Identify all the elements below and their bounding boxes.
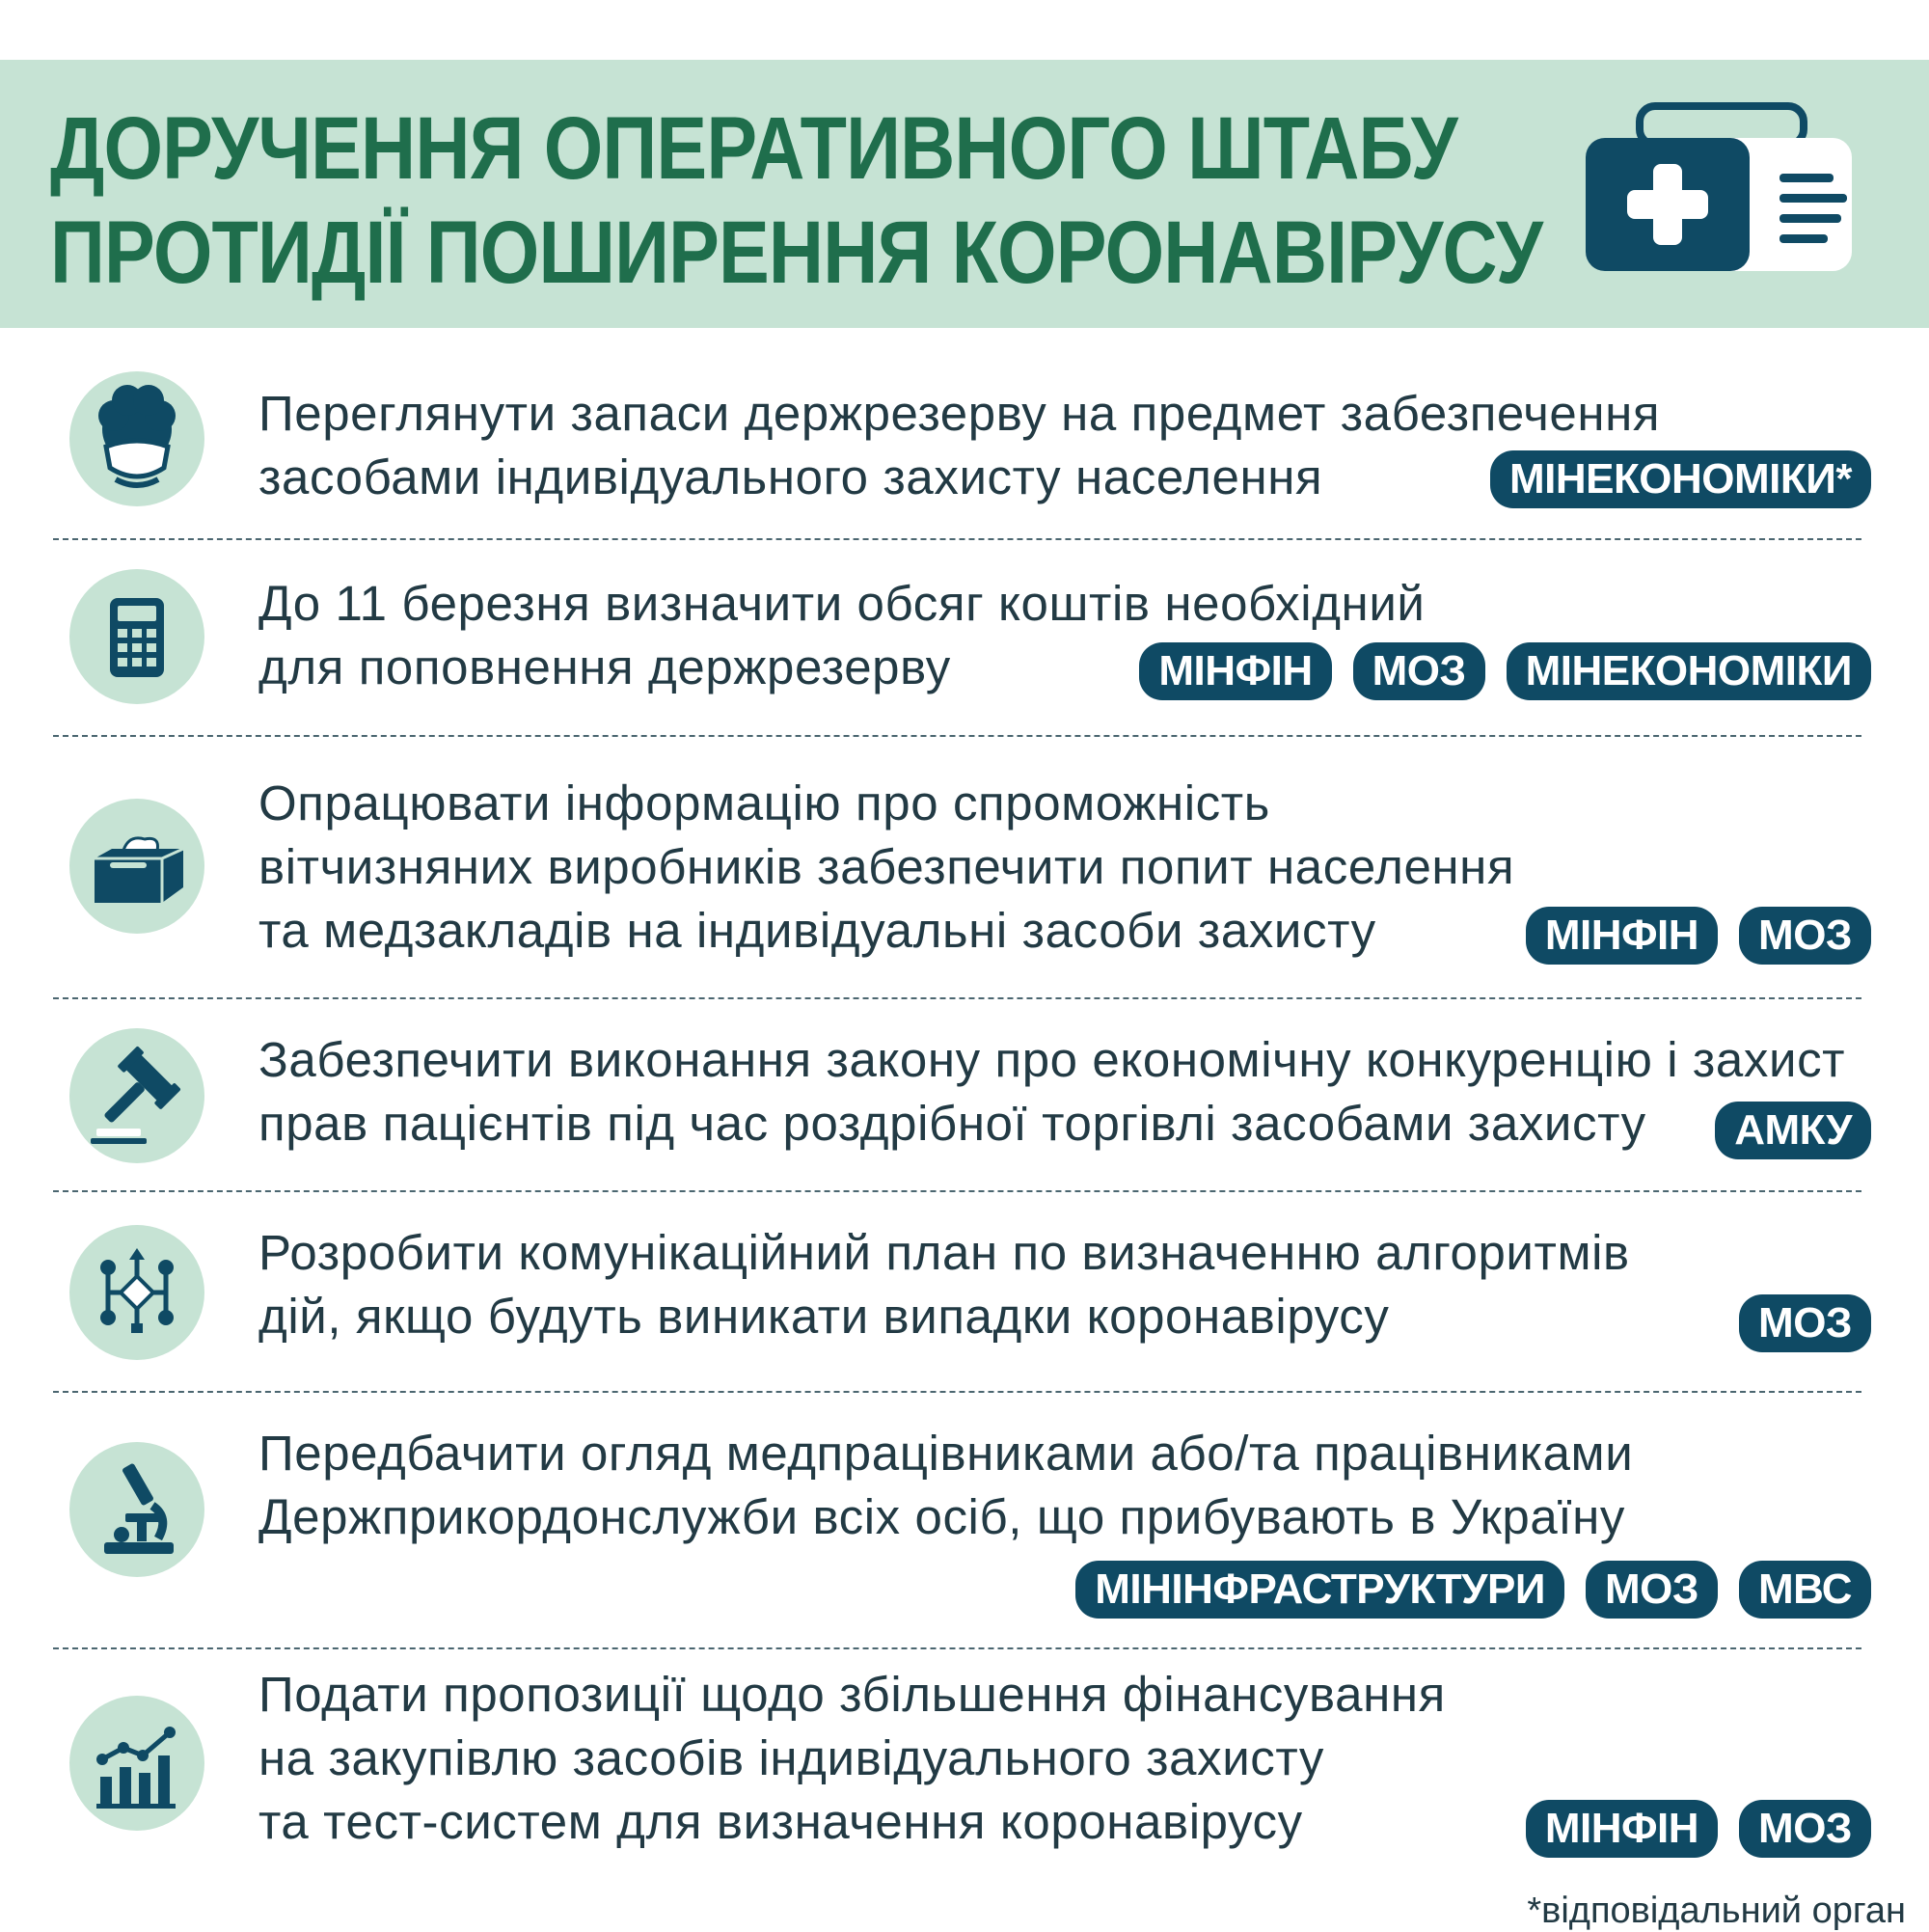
agency-badge: МОЗ <box>1353 642 1485 700</box>
microscope-icon <box>69 1442 204 1577</box>
agency-badge: МІНЕКОНОМІКИ <box>1507 642 1871 700</box>
task-text: Переглянути запаси держрезерву на предмет забезпечення засобами індивідуального захисту населення <box>258 386 1661 504</box>
task-text: Забезпечити виконання закону про економічну конкуренцію і захист прав пацієнтів під час роздрібної торгівлі засобами захисту <box>258 1032 1846 1151</box>
divider <box>53 735 1861 737</box>
agency-badge: МОЗ <box>1586 1561 1718 1619</box>
face-mask-icon <box>69 371 204 506</box>
divider <box>53 1647 1861 1649</box>
agency-badges <box>1490 450 1871 508</box>
algorithm-icon <box>69 1225 204 1360</box>
agency-badge: АМКУ <box>1715 1102 1871 1159</box>
agency-badge: МІНЕКОНОМІКИ* <box>1490 450 1871 508</box>
task-text: Подати пропозиції щодо збільшення фінансування на закупівлю засобів індивідуального захисту та тест-систем для визначення коронавірусу <box>258 1667 1446 1849</box>
agency-badges <box>1139 642 1871 700</box>
page-title <box>50 96 1543 305</box>
agency-badges <box>1715 1102 1871 1159</box>
title-line-2: ПРОТИДІЇ ПОШИРЕННЯ КОРОНАВІРУСУ <box>50 204 1543 302</box>
tissue-box-icon <box>69 799 204 934</box>
task-text: Розробити комунікаційний план по визначенню алгоритмів дій, якщо будуть виникати випадки коронавірусу <box>258 1225 1630 1344</box>
task-text: До 11 березня визначити обсяг коштів необхідний для поповнення держрезерву <box>258 576 1426 694</box>
agency-badge: МІНФІН <box>1526 907 1718 965</box>
agency-badge: МІНФІН <box>1139 642 1331 700</box>
medical-kit-icon <box>1582 101 1857 275</box>
task-text: Опрацювати інформацію про спроможність вітчизняних виробників забезпечити попит населення та медзакладів на індивідуальні засоби захисту <box>258 776 1515 958</box>
divider <box>53 997 1861 999</box>
agency-badge: МОЗ <box>1739 1800 1871 1858</box>
agency-badge: МІНФІН <box>1526 1800 1718 1858</box>
divider <box>53 538 1861 540</box>
agency-badge: МОЗ <box>1739 1294 1871 1352</box>
agency-badge: МІНІНФРАСТРУКТУРИ <box>1075 1561 1564 1619</box>
agency-badges <box>1526 907 1871 965</box>
gavel-icon <box>69 1028 204 1163</box>
title-line-1: ДОРУЧЕННЯ ОПЕРАТИВНОГО ШТАБУ <box>50 99 1457 198</box>
divider <box>53 1190 1861 1192</box>
growth-chart-icon <box>69 1696 204 1831</box>
footnote: *відповідальний орган <box>1527 1891 1906 1931</box>
task-text: Передбачити огляд медпрацівниками або/та працівниками Держприкордонслужби всіх осіб, що прибувають в Україну <box>258 1426 1634 1544</box>
agency-badges <box>1526 1800 1871 1858</box>
divider <box>53 1391 1861 1393</box>
agency-badge: МВС <box>1739 1561 1871 1619</box>
agency-badge: МОЗ <box>1739 907 1871 965</box>
agency-badges <box>1075 1561 1871 1619</box>
calculator-icon <box>69 569 204 704</box>
agency-badges <box>1739 1294 1871 1352</box>
